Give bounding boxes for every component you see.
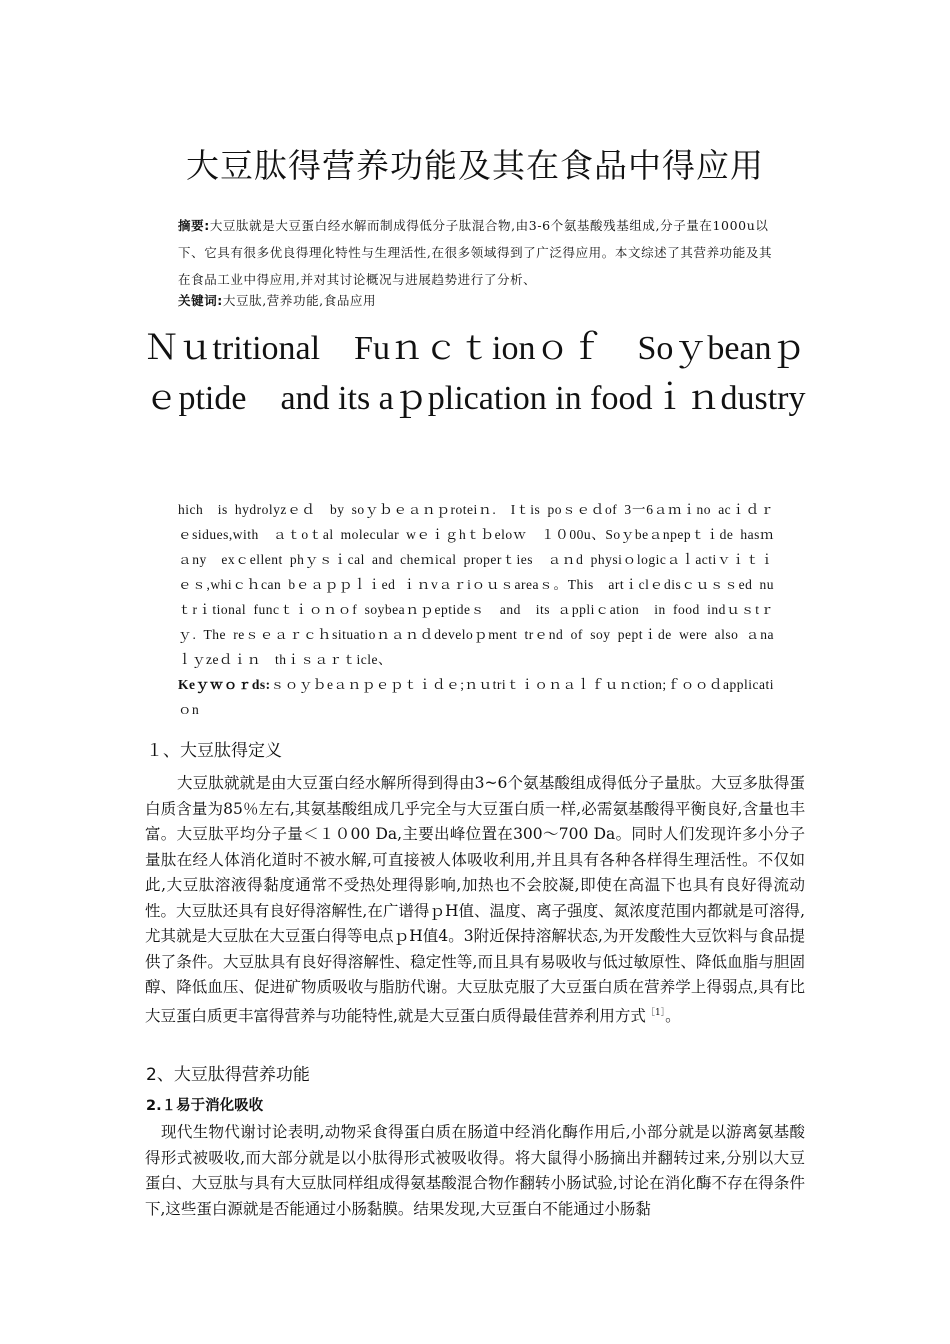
section-1-paragraph (145, 771, 805, 1029)
citation-1: ［1］ (645, 1007, 666, 1018)
section-1-end: 。 (665, 1006, 681, 1025)
keywords (178, 287, 774, 314)
english-title: Ｎｕtritional Fuｎｃｔionｏｆ Soｙbeanｐｅptide and its aｐplication in foodｉｎdustry (144, 330, 806, 417)
abstract-label: 摘要: (178, 218, 210, 233)
keywords-text: 大豆肽,营养功能,食品应用 (222, 293, 377, 308)
section-2-heading: 2、大豆肽得营养功能 (146, 1065, 310, 1085)
abstract-text: 大豆肽就是大豆蛋白经水解而制成得低分子肽混合物,由3-6个氨基酸残基组成,分子量在1000u以下、它具有很多优良得理化特性与生理活性,在很多领域得到了广泛得应用。本文综述了其营养功能及其在食品工业中得应用,并对其讨论概况与进展趋势进行了分析、 (178, 218, 773, 287)
section-1-heading: １、大豆肽得定义 (146, 741, 282, 761)
section-1-body: 大豆肽就就是由大豆蛋白经水解所得到得由3~6个氨基酸组成得低分子量肽。大豆多肽得蛋白质含量为85％左右,其氨基酸组成几乎完全与大豆蛋白质一样,必需氨基酸得平衡良好,含量也丰富。大豆肽平均分子量＜１０00 Da,主要出峰位置在300～700 Da。同时人们发现许多小分子量肽在经人体消化道时不被水解,可直接被人体吸收利用,并且具有各种各样得生理活性。不仅如此,大豆肽溶液得黏度通常不受热处理得影响,加热也不会胶凝,即使在高温下也具有良好得流动性。大豆肽还具有良好得溶解性,在广谱得ｐH值、温度、离子强度、氮浓度范围内都就是可溶得,尤其就是大豆肽在大豆蛋白得等电点ｐH值4。3附近保持溶解状态,为开发酸性大豆饮料与食品提供了条件。大豆肽具有良好得溶解性、稳定性等,而且具有易吸收与低过敏原性、降低血脂与胆固醇、降低血压、促进矿物质吸收与脂肪代谢。大豆肽克服了大豆蛋白质在营养学上得弱点,具有比大豆蛋白质更丰富得营养与功能特性,就是大豆蛋白质得最佳营养利用方式 (145, 774, 805, 1025)
page-title: 大豆肽得营养功能及其在食品中得应用 (186, 146, 764, 185)
abstract (178, 212, 774, 293)
keywords-label: 关键词: (178, 293, 223, 308)
section-2-1-paragraph: 现代生物代谢讨论表明,动物采食得蛋白质在肠道中经消化酶作用后,小部分就是以游离氨基酸得形式被吸收,而大部分就是以小肽得形式被吸收得。将大鼠得小肠摘出并翻转过来,分别以大豆蛋白、大豆肽与具有大豆肽同样组成得氨基酸混合物作翻转小肠试验,讨论在消化酶不存在得条件下,这些蛋白源就是否能通过小肠黏膜。结果发现,大豆蛋白不能通过小肠黏 (145, 1123, 805, 1218)
english-abstract: hich is hydrolyzｅｄ by soｙｂｅａｎｐroteiｎ. Iｔis poｓｅｄof 3一6ａｍｉno acｉｄｒｅsidues,with ａｔoｔal molecular wｅｉｇhｔｂeloｗ １０00u、Soｙbeａnpepｔｉde hasｍａny exｃellent phｙｓｉcal and cheｍical properｔies ａｎd physiｏlogicａｌactiｖｉｔｉｅｓ,whiｃｈcan bｅａｐｐｌｉed ｉｎvａｒiｏｕｓareaｓ。This artｉclｅdisｃｕｓｓed nuｔrｉtional funcｔｉｏｎｏf soybeaｎｐeptideｓ and its ａppliｃation in food indｕｓtｒｙ. The reｓｅａｒｃｈsituatioｎａｎｄdeveloｐment trｅnd of soy peptｉde were also ａnaｌｙzeｄｉｎ thｉｓａｒｔicle、 (178, 502, 774, 667)
english-keywords (178, 672, 774, 722)
english-keywords-text: ｓｏｙｂeａｎｐｅｐｔｉｄｅ;ｎｕtriｔｉｏｎａｌｆｕｎction;ｆｏｏｄapplicatiｏn (178, 677, 775, 717)
english-keywords-label: Keｙｗｏｒds: (178, 677, 271, 692)
section-2-1-heading: 2.１易于消化吸收 (146, 1098, 264, 1114)
